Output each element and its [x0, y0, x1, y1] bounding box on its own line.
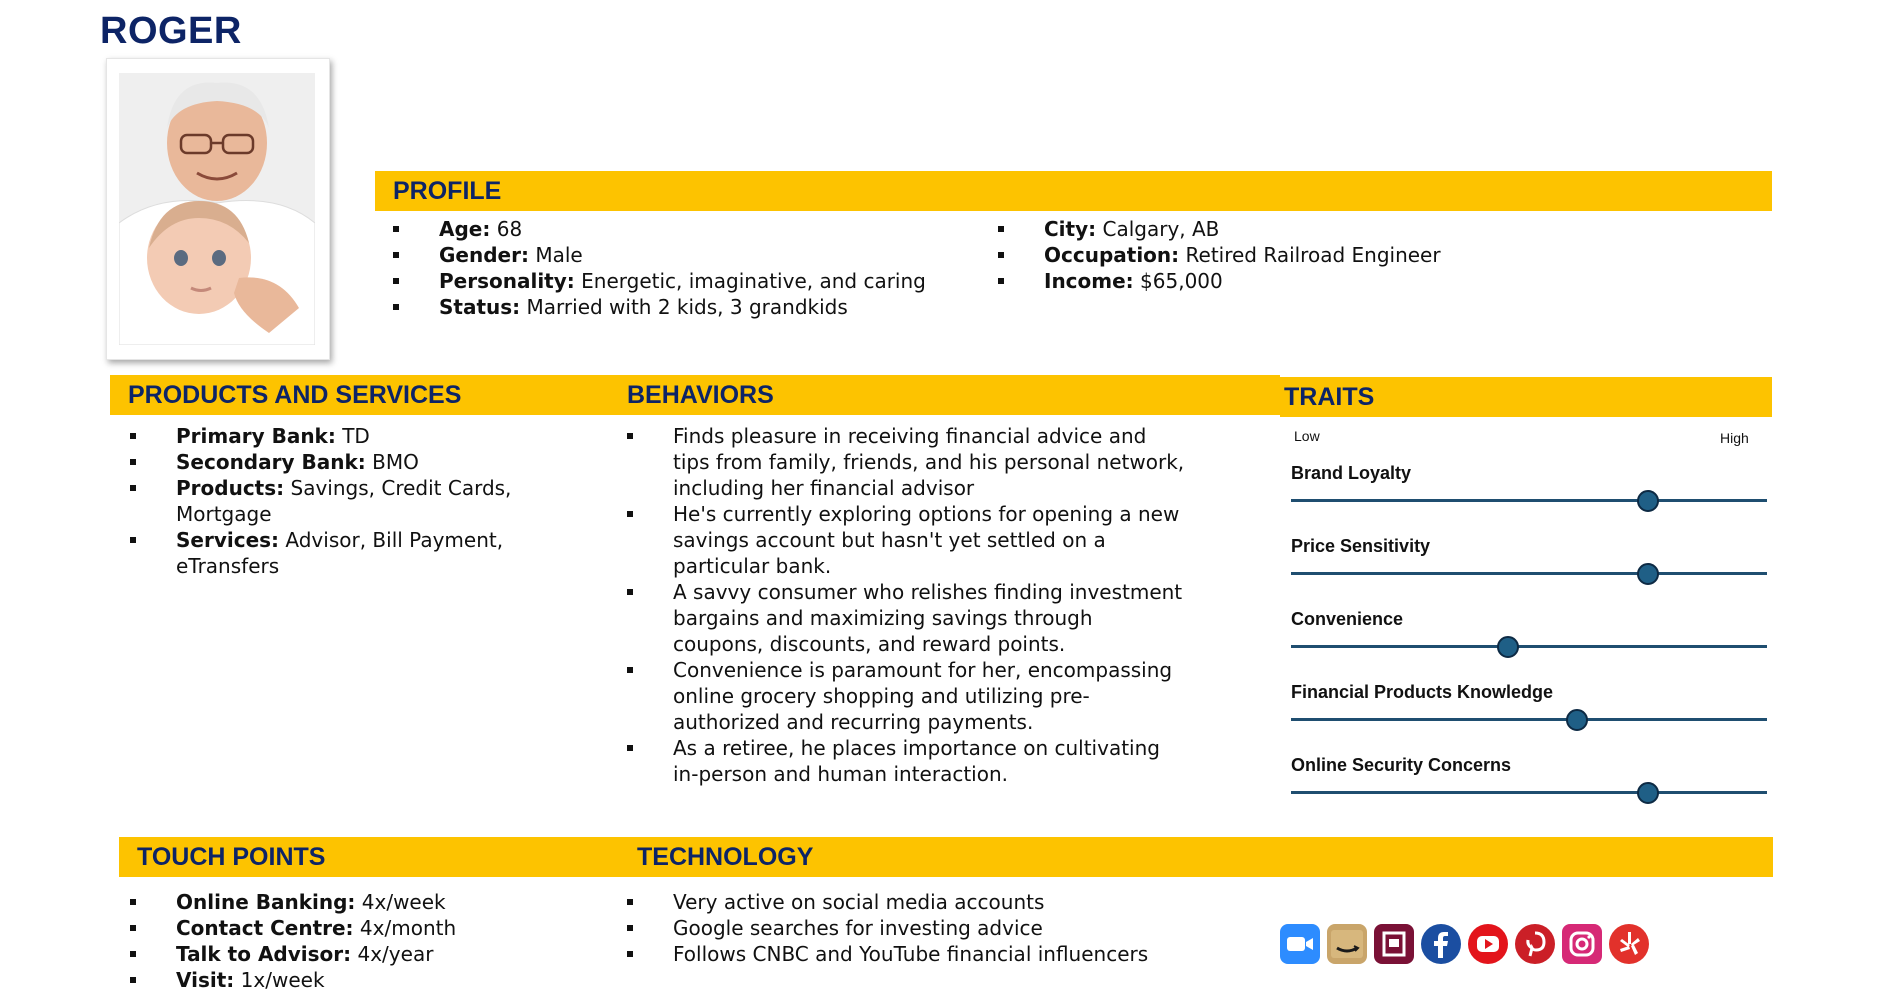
amazon-icon [1327, 924, 1367, 964]
profile-item: City: Calgary, AB [998, 216, 1598, 242]
behavior-item: As a retiree, he places importance on cultivating in-person and human interaction. [627, 735, 1187, 787]
trait-track [1291, 718, 1767, 721]
products-item: Primary Bank: TD [130, 423, 610, 449]
instagram-icon [1562, 924, 1602, 964]
yelp-icon [1609, 924, 1649, 964]
profile-item: Status: Married with 2 kids, 3 grandkids [393, 294, 983, 320]
trait-knob [1497, 636, 1519, 658]
products-header: PRODUCTS AND SERVICES [110, 375, 1280, 415]
zoom-icon [1280, 924, 1320, 964]
profile-item: Income: $65,000 [998, 268, 1598, 294]
trait-knob [1566, 709, 1588, 731]
products-item: Secondary Bank: BMO [130, 449, 610, 475]
behaviors-list [627, 423, 1187, 787]
traits-high-label: High [1720, 430, 1749, 446]
profile-item: Personality: Energetic, imaginative, and caring [393, 268, 983, 294]
profile-list-left [393, 216, 983, 320]
touch-points-header: TOUCH POINTS [119, 837, 1773, 877]
products-item: Services: Advisor, Bill Payment, eTransfers [130, 527, 610, 579]
trait-label: Brand Loyalty [1291, 463, 1412, 483]
behaviors-header: BEHAVIORS [627, 381, 774, 409]
touch-point-item: Talk to Advisor: 4x/year [130, 941, 610, 967]
technology-item: Google searches for investing advice [627, 915, 1227, 941]
touch-point-item: Contact Centre: 4x/month [130, 915, 610, 941]
touch-point-item: Online Banking: 4x/week [130, 889, 610, 915]
touch-points-list [130, 889, 610, 993]
technology-list [627, 889, 1227, 967]
technology-header: TECHNOLOGY [637, 843, 814, 871]
trait-knob [1637, 782, 1659, 804]
products-list [130, 423, 610, 579]
trait-label: Financial Products Knowledge [1291, 682, 1554, 702]
trait-label: Price Sensitivity [1291, 536, 1431, 556]
products-item: Products: Savings, Credit Cards, Mortgage [130, 475, 610, 527]
persona-photo-frame [106, 58, 330, 360]
profile-header: PROFILE [375, 171, 1772, 211]
tablet-news-icon [1374, 924, 1414, 964]
profile-item: Occupation: Retired Railroad Engineer [998, 242, 1598, 268]
profile-item: Gender: Male [393, 242, 983, 268]
trait-label: Convenience [1291, 609, 1404, 629]
pinterest-icon [1515, 924, 1555, 964]
trait-knob [1637, 490, 1659, 512]
persona-name: ROGER [100, 10, 242, 52]
touch-point-item: Visit: 1x/week [130, 967, 610, 993]
youtube-icon [1468, 924, 1508, 964]
technology-item: Very active on social media accounts [627, 889, 1227, 915]
trait-knob [1637, 563, 1659, 585]
trait-track [1291, 572, 1767, 575]
behavior-item: He's currently exploring options for opening a new savings account but hasn't yet settled on a particular bank. [627, 501, 1187, 579]
trait-track [1291, 791, 1767, 794]
technology-item: Follows CNBC and YouTube financial influencers [627, 941, 1227, 967]
facebook-icon [1421, 924, 1461, 964]
traits-header: TRAITS [1280, 377, 1772, 417]
trait-track [1291, 499, 1767, 502]
persona-photo [119, 73, 315, 345]
behavior-item: Convenience is paramount for her, encompassing online grocery shopping and utilizing pre-authorized and recurring payments. [627, 657, 1187, 735]
profile-list-right [998, 216, 1598, 294]
traits-low-label: Low [1294, 428, 1320, 444]
profile-item: Age: 68 [393, 216, 983, 242]
behavior-item: A savvy consumer who relishes finding investment bargains and maximizing savings through coupons, discounts, and reward points. [627, 579, 1187, 657]
behavior-item: Finds pleasure in receiving financial advice and tips from family, friends, and his personal network, including her financial advisor [627, 423, 1187, 501]
trait-track [1291, 645, 1767, 648]
trait-label: Online Security Concerns [1291, 755, 1512, 775]
